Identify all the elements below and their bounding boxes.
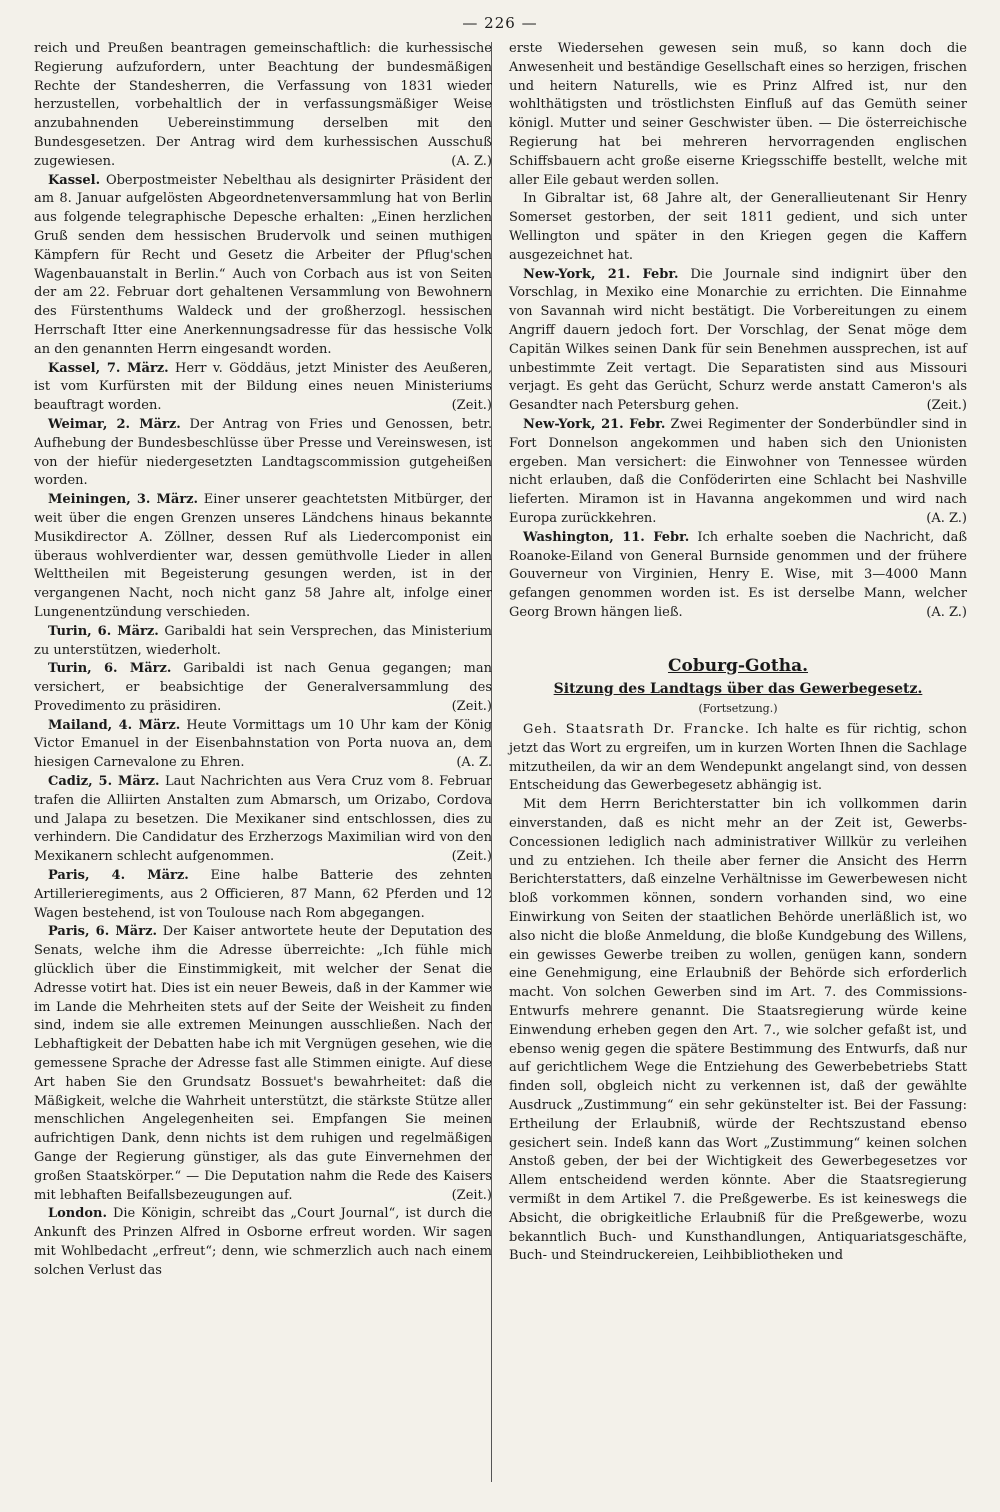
news-source: (A. Z.) [926, 604, 967, 620]
news-dateline: Meiningen, 3. März. [48, 492, 199, 508]
news-dateline: Paris, 6. März. [48, 924, 157, 940]
news-dateline: Paris, 4. März. [48, 868, 189, 884]
news-item [34, 416, 492, 491]
news-dateline: Mailand, 4. März. [48, 717, 181, 733]
section-continued: (Fortsetzung.) [698, 702, 778, 716]
news-item [509, 529, 967, 623]
news-source: (A. Z.) [451, 153, 492, 169]
news-item [34, 360, 492, 416]
section-subtitle: Sitzung des Landtags über das Gewerbegesetz. [553, 680, 923, 697]
page-number: — 226 — [462, 14, 538, 32]
section-paragraph-text: Mit dem Herrn Berichterstatter bin ich vollkommen darin einverstanden, daß es nicht mehr an der Zeit ist, Gewerbs-Concessionen lediglich nach administrativer Willkür zu verleihen und zu entziehen. Ich theile aber ferner die Ansicht des Herrn Berichterstatters, daß einzelne Verhältnisse im Gewerbewesen nicht bloß vorkommen können, sondern vorhanden sind, wo eine Einwirkung von Seiten der staatlichen Behörde unerläßlich ist, wo also nicht die bloße Anmeldung, die bloße Kundgebung des Willens, ein gewisses Gewerbe treiben zu wollen, genügen kann, sondern eine Genehmigung, eine Erlaubniß der Behörde sich erforderlich macht. Von solchen Gewerben sind im Art. 7. des Commissions-Entwurfs mehrere genannt. Die Staatsregierung würde keine Einwendung erheben gegen den Art. 7., wie solcher gefaßt ist, und ebenso wenig gegen die spätere Bestimmung des Entwurfs, daß nur auf gerichtlichem Wege die Entziehung des Gewerbebetriebs Statt finden soll, obgleich nicht zu verkennen ist, daß der gewählte Ausdruck „Zustimmung“ ein sehr gekünstelter ist. Bei der Fassung: Ertheilung der Erlaubniß, würde der Rechtszustand ebenso gesichert sein. Indeß kann das Wort „Zustimmung“ keinen solchen Anstoß geben, der bei der Wichtigkeit des Gewerbegesetzes vor Allem entscheidend werden könnte. Aber die Staatsregierung vermißt in dem Artikel 7. die Preßgewerbe. Es ist keineswegs die Absicht, die obrigkeitliche Erlaubniß für die Preßgewerbe, wozu bekanntlich Buch- und Kunsthandlungen, Antiquariatsgeschäfte, Buch- und Steindruckereien, Leihbibliotheken und [509, 797, 967, 1264]
speaker-name: Geh. Staatsrath Dr. Francke. [523, 722, 750, 738]
news-dateline: Kassel. [48, 172, 101, 188]
news-dateline: New-York, 21. Febr. [523, 416, 666, 432]
news-item [34, 660, 492, 716]
news-text: Die Journale sind indignirt über den Vorschlag, in Mexiko eine Monarchie zu errichten. Die Einnahme von Savannah wird nicht bestätigt. Die Vorbereitungen zu einem Angriff dauern jedoch fort. Der Vorschlag, der Senat möge dem Capitän Wilkes seinen Dank für sein Benehmen aussprechen, ist auf unbestimmte Zeit vertagt. Die Separatisten sind aus Missouri verjagt. Es geht das Gerücht, Schurz werde anstatt Cameron's als Gesandter nach Petersburg gehen. [509, 266, 967, 414]
news-text: Die Königin, schreibt das „Court Journal“, ist durch die Ankunft des Prinzen Alfred in Osborne erfreut worden. Wir sagen mit Wohlbedacht „erfreut“; denn, wie schmerzlich auch nach einem solchen Verlust das [34, 1206, 492, 1278]
news-item [34, 491, 492, 623]
news-item [34, 773, 492, 867]
news-text: reich und Preußen beantragen gemeinschaftlich: die kurhessische Regierung aufzufordern, unter Beachtung der bundesmäßigen Rechte der Standesherren, die Verfassung von 1831 wieder herzustellen, vorbehaltlich der in verfassungsmäßiger Weise anzubahnenden Uebereinstimmung derselben mit den Bundesgesetzen. Der Antrag wird dem kurhessischen Ausschuß zugewiesen. [34, 41, 492, 169]
news-text: Eine halbe Batterie des zehnten Artillerieregiments, aus 2 Officieren, 87 Mann, 62 Pferden und 12 Wagen bestehend, ist von Toulouse nach Rom abgegangen. [34, 868, 492, 921]
news-item [34, 40, 492, 172]
news-item [34, 923, 492, 1205]
news-source: (Zeit.) [926, 398, 967, 414]
news-source: (A. Z.) [926, 510, 967, 526]
news-text: Herr v. Göddäus, jetzt Minister des Aeußeren, ist vom Kurfürsten mit der Bildung eines neuen Ministeriums beauftragt worden. [34, 360, 492, 414]
news-dateline: Kassel, 7. März. [48, 360, 169, 376]
section-paragraph [509, 721, 967, 796]
news-text: Garibaldi ist nach Genua gegangen; man versichert, er beabsichtige der Generalversammlung des Provedimento zu präsidiren. [34, 661, 492, 714]
news-dateline: Weimar, 2. März. [48, 416, 181, 432]
news-text: Einer unserer geachtetsten Mitbürger, der weit über die engen Grenzen unseres Ländchens hinaus bekannte Musikdirector A. Zöllner, dessen Ruf als Liedercomponist ein überaus wohlverdienter war, dessen gemüthvolle Lieder in allen Welttheilen mit Begeisterung gesungen werden, ist in der vergangenen Nacht, noch nicht ganz 58 Jahre alt, infolge einer Lungenentzündung verschieden. [34, 492, 492, 620]
news-source: (Zeit.) [451, 849, 492, 865]
news-source: (Zeit.) [451, 398, 492, 414]
news-text: Oberpostmeister Nebelthau als designirter Präsident der am 8. Januar aufgelösten Abgeordnetenversammlung hat von Berlin aus folgende telegraphische Depesche erhalten: „Einen herzlichen Gruß senden dem hessischen Brudervolk und seinen muthigen Kämpfern für Recht und Gesetz die Arbeiter der Pflug'schen Wagenbauanstalt in Berlin.“ Auch von Corbach aus ist von Seiten der am 22. Februar dort gehaltenen Versammlung von Bewohnern des Fürstenthums Waldeck und der großherzogl. hessischen Herrschaft Itter eine Anerkennungsadresse für das hessische Volk an den genannten Herrn eingesandt worden. [34, 172, 492, 357]
section-title: Coburg-Gotha. [667, 655, 809, 676]
news-text: Garibaldi hat sein Versprechen, das Ministerium zu unterstützen, wiederholt. [34, 623, 492, 658]
news-text: In Gibraltar ist, 68 Jahre alt, der Generallieutenant Sir Henry Somerset gestorben, der seit 1811 gedient, und sich unter Wellington und später in den Kriegen gegen die Kaffern ausgezeichnet hat. [509, 191, 967, 263]
news-source: (Zeit.) [451, 1187, 492, 1203]
news-text: Zwei Regimenter der Sonderbündler sind in Fort Donnelson angekommen und haben sich den Unionisten ergeben. Man versichert: die Einwohner von Tennessee würden nicht erlauben, daß die Conföderirten eine Schlacht bei Nashville lieferten. Miramon ist in Havanna angekommen und wird nach Europa zurückkehren. [509, 416, 967, 526]
right-column [509, 40, 967, 1266]
news-item [34, 172, 492, 360]
news-text: erste Wiedersehen gewesen sein muß, so kann doch die Anwesenheit und beständige Gesellschaft eines so herzigen, frischen und heitern Naturells, wie es Prinz Alfred ist, nur den wohlthätigsten und tröstlichsten Einfluß auf das Gemüth seiner königl. Mutter und seiner Geschwister üben. — Die österreichische Regierung hat bei mehreren hervorragenden englischen Schiffsbauern acht große eiserne Kriegsschiffe bestellt, welche mit aller Eile gebaut werden sollen. [509, 41, 967, 188]
news-item [34, 623, 492, 661]
news-dateline: Turin, 6. März. [48, 661, 172, 677]
section-body [509, 721, 967, 1266]
news-text: Heute Vormittags um 10 Uhr kam der König Victor Emanuel in der Eisenbahnstation von Porta nuova an, dem hiesigen Carnevalone zu Ehren. [34, 717, 493, 771]
news-text: Laut Nachrichten aus Vera Cruz vom 8. Februar trafen die Alliirten Anstalten zum Abmarsch, um Orizabo, Cordova und Jalapa zu besetzen. Die Mexikaner sind entschlossen, dies zu verhindern. Die Candidatur des Erzherzogs Maximilian wird von den Mexikanern schlecht aufgenommen. [34, 774, 492, 865]
news-item [509, 40, 967, 190]
section-paragraph [509, 796, 967, 1266]
section-paragraph-text: Ich halte es für richtig, schon jetzt das Wort zu ergreifen, um in kurzen Worten Ihnen die Sachlage mitzutheilen, da wir an dem Wendepunkt angelangt sind, von dessen Entscheidung das Gewerbegesetz abhängig ist. [509, 722, 967, 794]
news-text: Ich erhalte soeben die Nachricht, daß Roanoke-Eiland von General Burnside genommen und der frühere Gouverneur von Virginien, Henry E. Wise, mit 3—4000 Mann gefangen genommen worden ist. Es ist derselbe Mann, welcher Georg Brown hängen ließ. [509, 529, 968, 620]
news-item [34, 867, 492, 923]
news-item [509, 190, 967, 265]
news-dateline: London. [48, 1206, 108, 1222]
news-text: Der Kaiser antwortete heute der Deputation des Senats, welche ihm die Adresse überreichte: „Ich fühle mich glücklich über die Einstimmigkeit, mit welcher der Senat die Adresse votirt hat. Dies ist ein neuer Beweis, daß in der Kammer wie im Lande die Mehrheiten stets auf der Seite der Weisheit zu finden sind, indem sie alle extremen Meinungen ausschließen. Nach der Lebhaftigkeit der Debatten habe ich mit Vergnügen gesehen, wie die gemessene Sprache der Adresse fast alle Stimmen einigte. Auf diese Art haben Sie den Grundsatz Bossuet's bewahrheitet: daß die Mäßigkeit, welche die Wahrheit unterstützt, die stärkste Stütze aller menschlichen Angelegenheiten sei. Empfangen Sie meinen aufrichtigen Dank, denn nichts ist dem ruhigen und regelmäßigen Gange der Regierung günstiger, als das gute Einvernehmen der großen Staatskörper.“ — Die Deputation nahm die Rede des Kaisers mit lebhaften Beifallsbezeugungen auf. [34, 924, 493, 1203]
news-source: (Zeit.) [451, 698, 492, 714]
news-item [34, 1205, 492, 1280]
news-dateline: Washington, 11. Febr. [523, 529, 690, 545]
news-item [509, 266, 967, 416]
news-text: Der Antrag von Fries und Genossen, betr. Aufhebung der Bundesbeschlüsse über Presse und Vereinswesen, ist von der hiefür niedergesetzten Landtagscommission gutgeheißen worden. [34, 416, 492, 489]
left-column [34, 40, 492, 1281]
news-dateline: Cadiz, 5. März. [48, 774, 160, 790]
news-item [509, 416, 967, 529]
news-dateline: Turin, 6. März. [48, 623, 159, 639]
right-news-items [509, 40, 967, 623]
news-item [34, 717, 492, 773]
news-source: (A. Z. [456, 755, 492, 771]
news-dateline: New-York, 21. Febr. [523, 266, 679, 282]
